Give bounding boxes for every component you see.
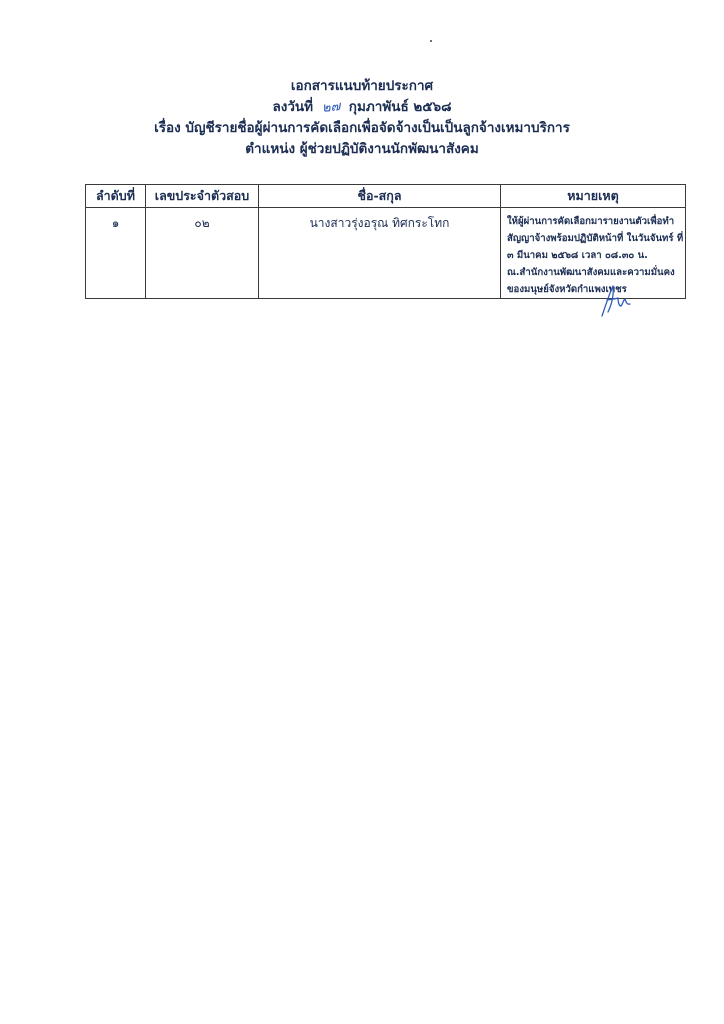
remark-line: ๓ มีนาคม ๒๕๖๘ เวลา ๐๘.๓๐ น. [507, 250, 648, 261]
remark-line: สัญญาจ้างพร้อมปฏิบัติหน้าที่ ในวันจันทร์ ที่ [507, 233, 684, 244]
subject-line: เรื่อง บัญชีรายชื่อผู้ผ่านการคัดเลือกเพื่อจัดจ้างเป็นเป็นลูกจ้างเหมาบริการ [154, 120, 570, 136]
document-header [0, 76, 724, 160]
remark-cell [501, 208, 686, 299]
date-suffix: กุมภาพันธ์ ๒๕๖๘ [348, 99, 452, 115]
handwritten-signature [596, 282, 636, 322]
remark-line: ให้ผู้ผ่านการคัดเลือกมารายงานตัวเพื่อทำ [507, 216, 675, 227]
scan-speck [430, 40, 432, 42]
remark-line: ณ.สำนักงานพัฒนาสังคมและความมั่นคง [507, 267, 675, 278]
attachment-title: เอกสารแนบท้ายประกาศ [290, 78, 434, 94]
col-name-header: ชื่อ-สกุล [259, 185, 501, 208]
remark-line: ของมนุษย์จังหวัดกำแพงเพชร [507, 284, 627, 295]
position-line: ตำแหน่ง ผู้ช่วยปฏิบัติงานนักพัฒนาสังคม [245, 141, 479, 157]
col-remark-header: หมายเหตุ [501, 185, 686, 208]
date-line [0, 97, 724, 118]
table-header-row [86, 185, 686, 208]
order-cell: ๑ [86, 208, 146, 299]
col-order-header: ลำดับที่ [86, 185, 146, 208]
col-exam-id-header: เลขประจำตัวสอบ [146, 185, 259, 208]
exam-id-cell: ๐๒ [146, 208, 259, 299]
handwritten-day: ๒๗ [321, 99, 341, 116]
date-prefix: ลงวันที่ [272, 99, 314, 115]
name-cell: นางสาวรุ่งอรุณ ทิศกระโทก [259, 208, 501, 299]
